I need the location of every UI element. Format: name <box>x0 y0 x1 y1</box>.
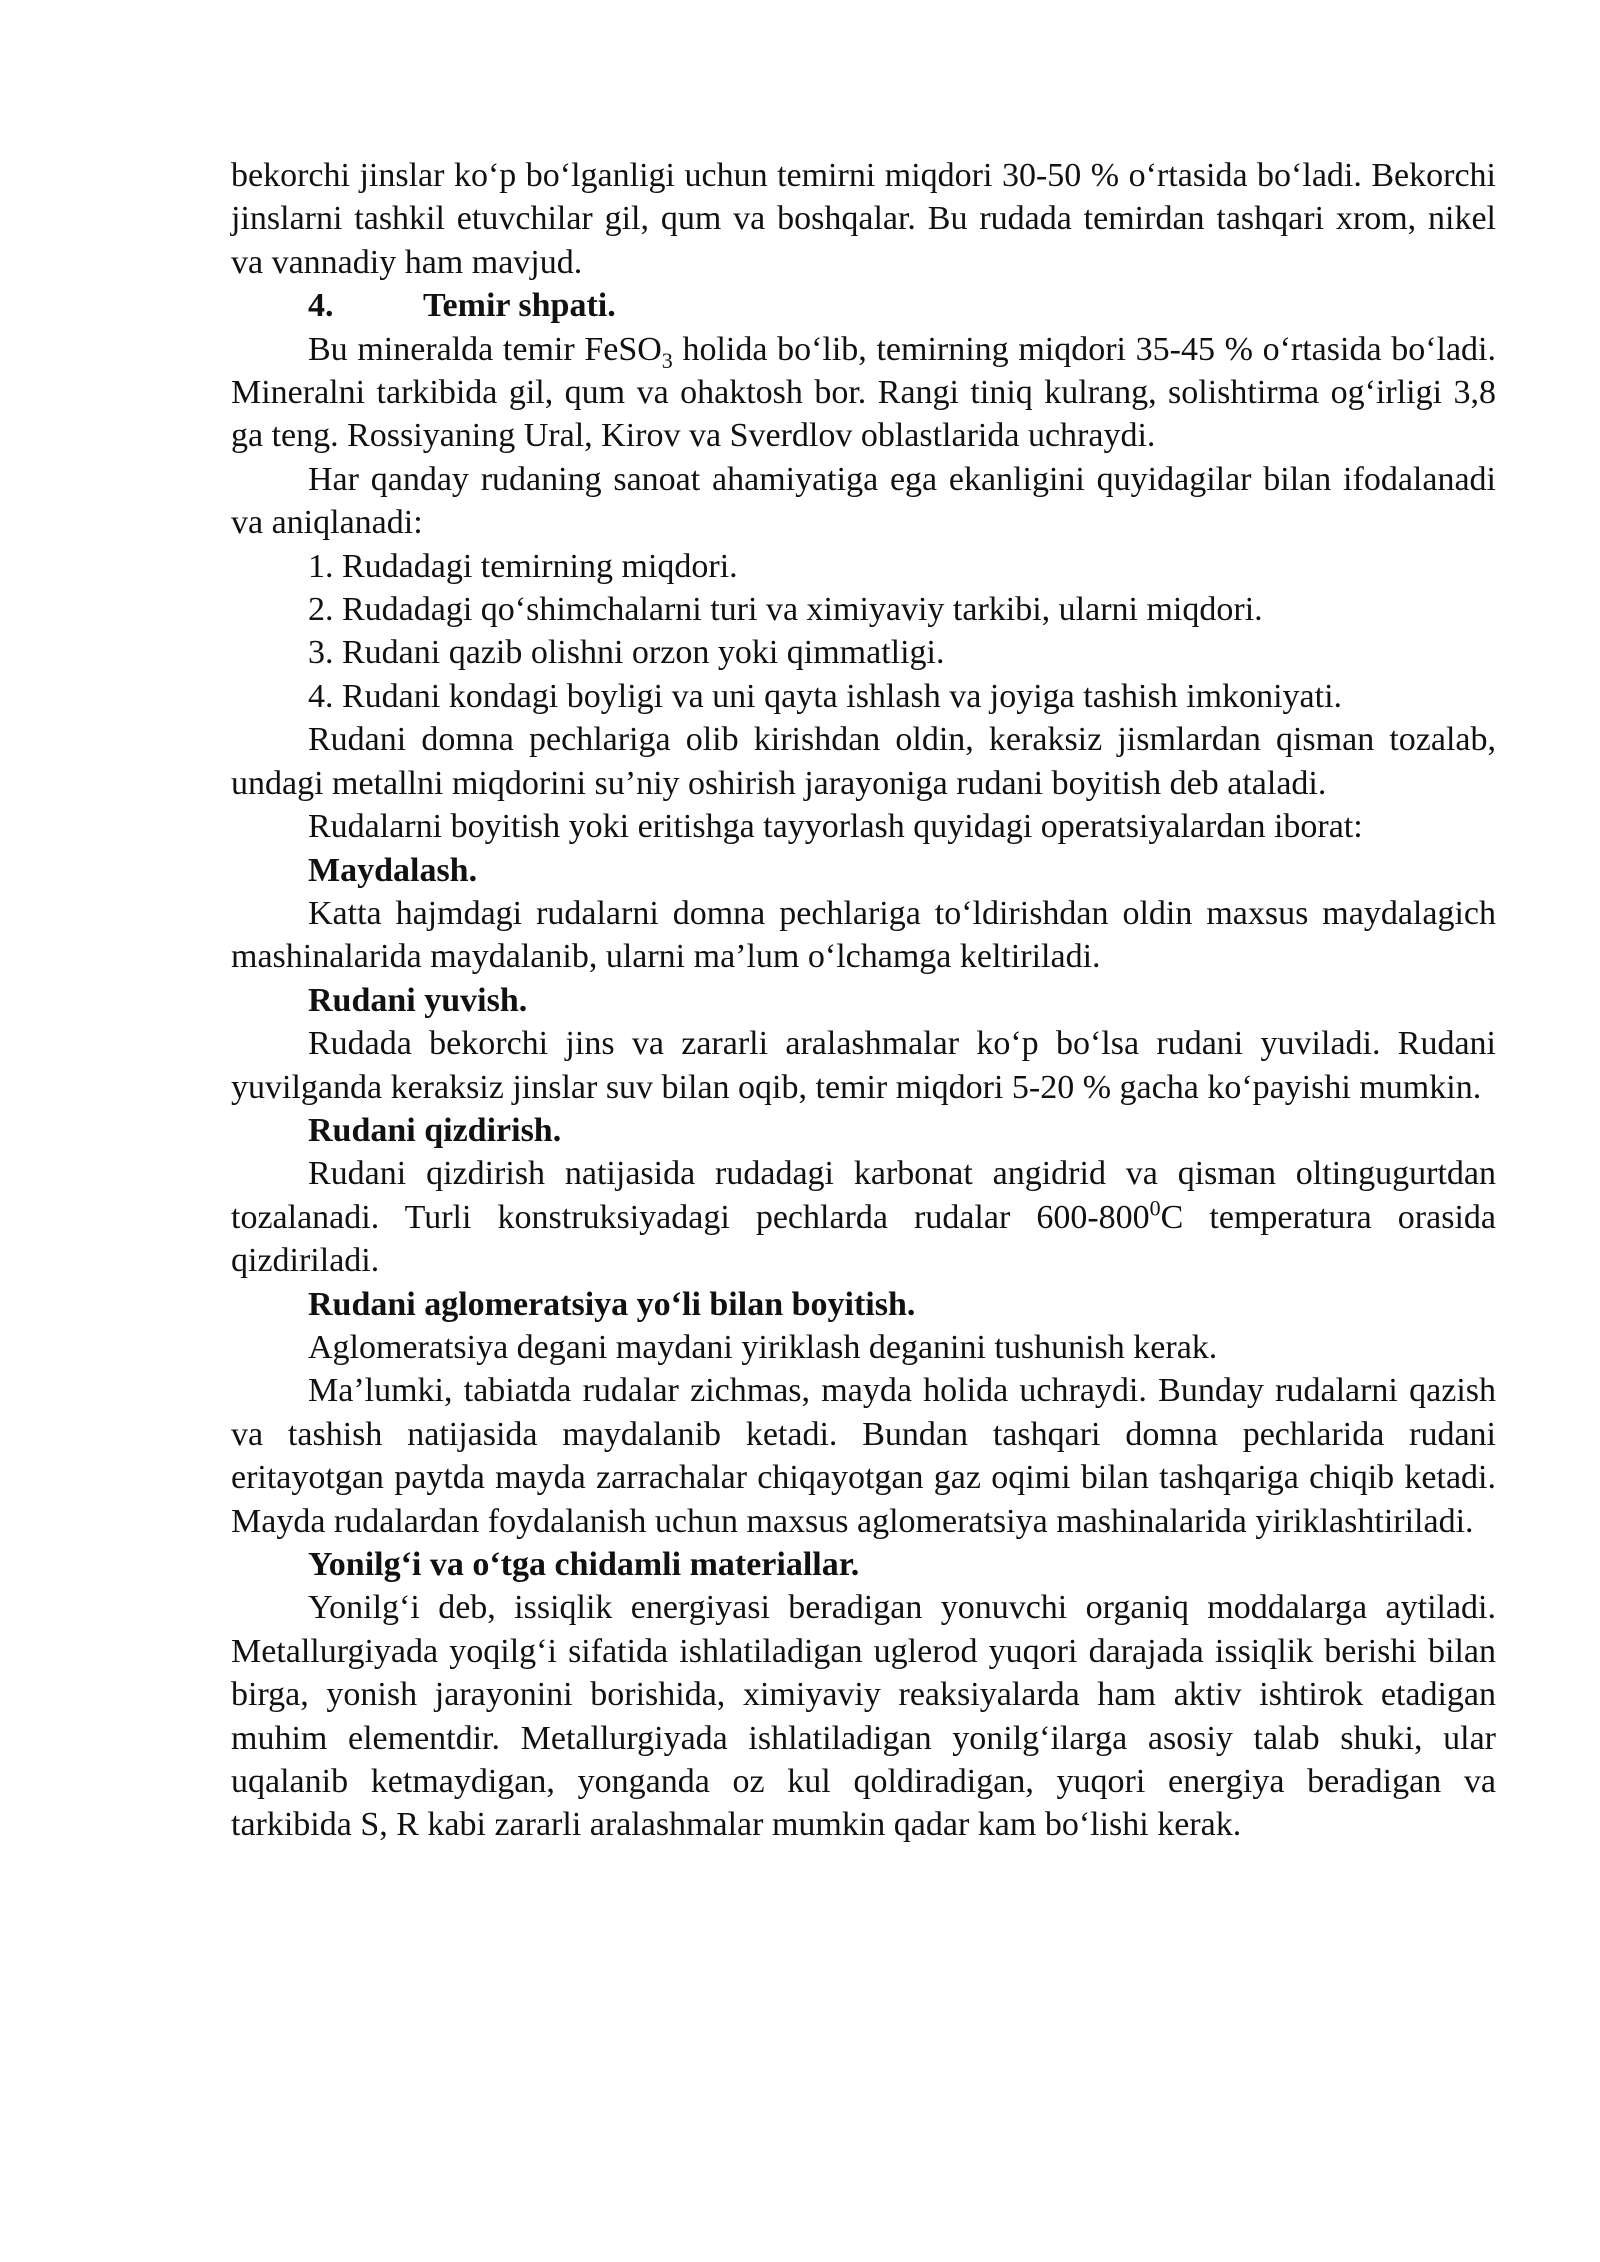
superscript-text: 0 <box>1149 1195 1161 1221</box>
paragraph-rudani-qizdirish <box>231 1152 1496 1282</box>
paragraph-operatsiyalar: Rudalarni boyitish yoki eritishga tayyorlash quyidagi operatsiyalardan iborat: <box>308 808 1363 846</box>
paragraph-sanoat-ahamiyati: Har qanday rudaning sanoat ahamiyatiga ega ekanligini quyidagilar bilan ifodalanadi va aniqlanadi: <box>231 460 1496 542</box>
paragraph-text: Rudani qizdirish natijasida rudadagi karbonat angidrid va qisman oltingugurtdan tozalanadi. Turli konstruksiyadagi pechlarda rudalar 600-800 <box>231 1155 1496 1236</box>
paragraph-rudani-yuvish: Rudada bekorchi jins va zararli aralashmalar ko‘p bo‘lsa rudani yuviladi. Rudani yuvilganda keraksiz jinslar suv bilan oqib, temir miqdori 5-20 % gacha ko‘payishi mumkin. <box>231 1025 1496 1106</box>
document-page <box>231 154 1496 1847</box>
heading-rudani-yuvish: Rudani yuvish. <box>308 981 528 1019</box>
heading-yonilgi: Yonilg‘i va o‘tga chidamli materiallar. <box>308 1546 860 1583</box>
paragraph-yonilgi: Yonilg‘i deb, issiqlik energiyasi beradigan yonuvchi organiq moddalarga aytiladi. Metallurgiyada yoqilg‘i sifatida ishlatiladigan uglerod yuqori darajada issiqlik berishi bilan birga, yonish jarayonini borishida, ximiyaviy reaksiyalarda ham aktiv ishtirok etadigan muhim elementdir. Metallurgiyada ishlatiladigan yonilg‘ilarga asosiy talab shuki, ular uqalanib ketmaydigan, yonganda oz kul qoldiradigan, yuqori energiya beradigan va tarkibida S, R kabi zararli aralashmalar mumkin qadar kam bo‘lishi kerak. <box>231 1589 1496 1844</box>
subscript-text: 3 <box>661 347 673 373</box>
paragraph-boyitish: Rudani domna pechlariga olib kirishdan oldin, keraksiz jismlardan qisman tozalab, undagi metallni miqdorini su’niy oshirish jarayoniga rudani boyitish deb ataladi. <box>231 721 1496 802</box>
heading-rudani-qizdirish: Rudani qizdirish. <box>308 1111 562 1149</box>
list-item: 2. Rudadagi qo‘shimchalarni turi va ximiyaviy tarkibi, ularni miqdori. <box>308 591 1263 629</box>
list-item: 4. Rudani kondagi boyligi va uni qayta ishlash va joyiga tashish imkoniyati. <box>308 677 1343 715</box>
heading-aglomeratsiya: Rudani aglomeratsiya yo‘li bilan boyitish. <box>308 1285 916 1323</box>
paragraph-aglomeratsiya-definition: Aglomeratsiya degani maydani yiriklash deganini tushunish kerak. <box>308 1328 1218 1366</box>
section-heading-temir-shpati <box>231 284 1496 327</box>
paragraph-text: Bu mineralda temir FeSO <box>308 330 662 368</box>
list-item: 1. Rudadagi temirning miqdori. <box>308 547 738 585</box>
paragraph-aglomeratsiya: Ma’lumki, tabiatda rudalar zichmas, mayda holida uchraydi. Bunday rudalarni qazish va tashish natijasida maydalanib ketadi. Bundan tashqari domna pechlarida rudani eritayotgan paytda mayda zarrachalar chiqayotgan gaz oqimi bilan tashqariga chiqib ketadi. Mayda rudalardan foydalanish uchun maxsus aglomeratsiya mashinalarida yiriklashtiriladi. <box>231 1372 1496 1540</box>
heading-maydalash: Maydalash. <box>308 851 478 889</box>
section-title: Temir shpati. <box>423 287 616 325</box>
paragraph-maydalash: Katta hajmdagi rudalarni domna pechlariga to‘ldirishdan oldin maxsus maydalagich mashinalarida maydalanib, ularni ma’lum o‘lchamga keltiriladi. <box>231 894 1496 976</box>
section-number: 4. <box>308 287 334 325</box>
paragraph-intro: bekorchi jinslar ko‘p bo‘lganligi uchun temirni miqdori 30-50 % o‘rtasida bo‘ladi. Bekorchi jinslarni tashkil etuvchilar gil, qum va boshqalar. Bu rudada temirdan tashqari xrom, nikel va vannadiy ham mavjud. <box>231 157 1496 281</box>
paragraph-temir-shpati <box>231 328 1496 458</box>
paragraph-text: C temperatura orasida qizdiriladi. <box>231 1198 1496 1280</box>
list-item: 3. Rudani qazib olishni orzon yoki qimmatligi. <box>308 634 945 672</box>
paragraph-text: holida bo‘lib, temirning miqdori 35-45 % o‘rtasida bo‘ladi. Mineralni tarkibida gil, qum va ohaktosh bor. Rangi tiniq kulrang, solishtirma og‘irligi 3,8 ga teng. Rossiyaning Ural, Kirov va Sverdlov oblastlarida uchraydi. <box>231 330 1496 455</box>
